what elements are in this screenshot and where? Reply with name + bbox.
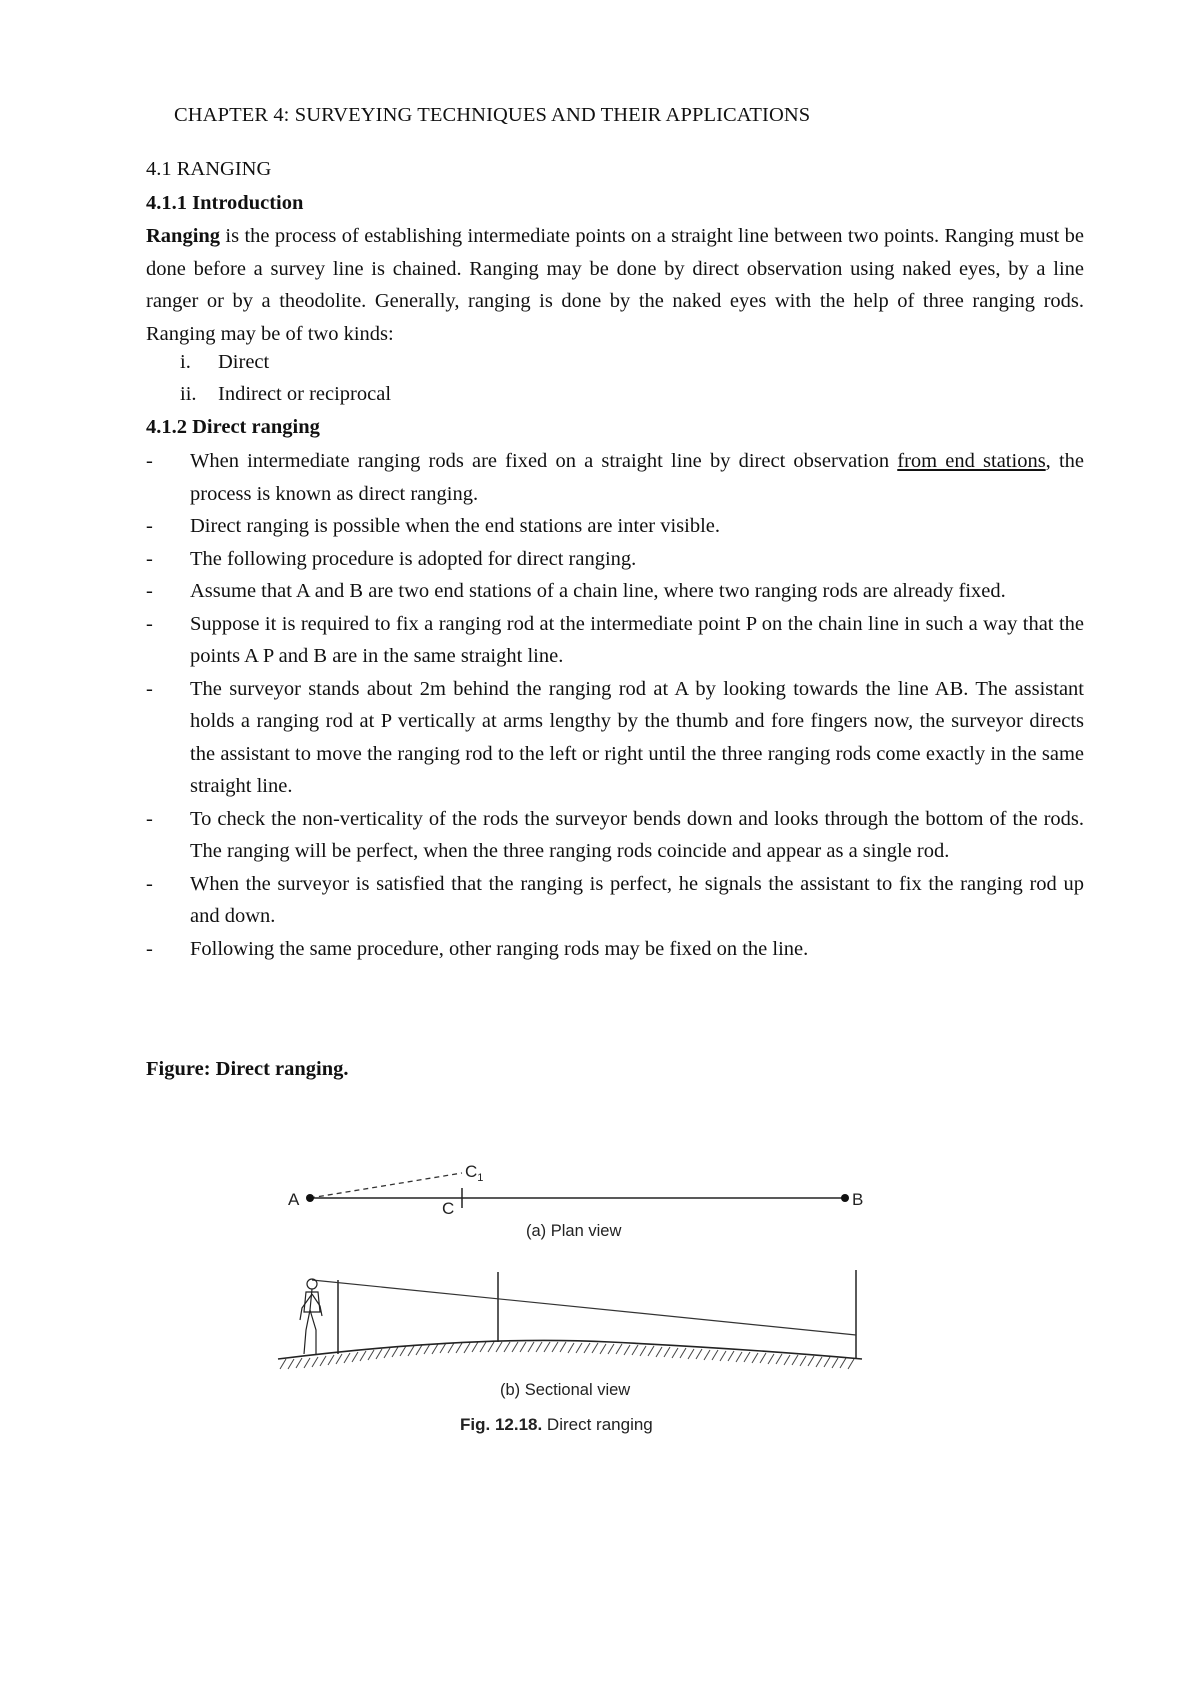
list-item-text: The surveyor stands about 2m behind the ranging rod at A by looking towards the line AB. The assistant holds a ranging rod at P vertically at arms lengthy by the thumb and fore fingers now, the surveyor directs the assistant to move the ranging rod to the left or right until the three ranging rods come exactly in the same straight line. — [190, 677, 1084, 797]
section-heading-ranging: 4.1 RANGING — [146, 158, 272, 180]
dashed-line-ac1 — [310, 1173, 462, 1198]
bullet-dash: - — [146, 807, 153, 830]
list-item — [146, 543, 1084, 576]
list-item — [146, 868, 1084, 933]
ranging-term: Ranging — [146, 225, 221, 247]
list-item — [146, 575, 1084, 608]
direct-ranging-diagram — [270, 1140, 910, 1440]
figure-heading: Figure: Direct ranging. — [146, 1058, 349, 1080]
label-c: C — [442, 1199, 455, 1218]
list-item-text: The following procedure is adopted for direct ranging. — [190, 547, 637, 570]
list-item-text: Following the same procedure, other ranging rods may be fixed on the line. — [190, 937, 809, 960]
list-item-text: Direct ranging is possible when the end stations are inter visible. — [190, 515, 721, 537]
ranging-kind-label: Indirect or reciprocal — [218, 383, 392, 405]
surveyor-figure — [300, 1279, 322, 1354]
ranging-kind-item — [180, 383, 391, 406]
label-c1-base: C — [465, 1162, 478, 1181]
ground-hatching — [280, 1342, 854, 1369]
intro-paragraph — [146, 220, 1084, 350]
list-item-text: , the process is known as direct ranging. — [190, 450, 1085, 505]
bullet-dash: - — [146, 580, 153, 602]
ranging-kind-number: ii. — [180, 383, 197, 405]
intro-text: is the process of establishing intermediate points on a straight line between two points. Ranging must be done before a survey line is chained. Ranging may be done by direct observation using naked eyes, by a line ranger or by a theodolite. Generally, ranging is done by the naked eyes with the help of three ranging rods. Ranging may be of two kinds: — [146, 225, 1084, 345]
list-item — [146, 673, 1084, 803]
list-item-text: Assume that A and B are two end stations of a chain line, where two ranging rods are already fixed. — [190, 580, 1006, 602]
bullet-dash: - — [146, 450, 153, 472]
direct-ranging-list — [146, 445, 1084, 965]
list-item — [146, 803, 1084, 868]
bullet-dash: - — [146, 677, 153, 700]
sectional-view — [278, 1270, 862, 1399]
list-item-text: When the surveyor is satisfied that the ranging is perfect, he signals the assistant to fix the ranging rod up and down. — [190, 872, 1084, 927]
bullet-dash: - — [146, 872, 153, 895]
direct-ranging-figure — [270, 1140, 910, 1440]
label-c1-subscript: 1 — [477, 1172, 484, 1184]
list-item — [146, 445, 1084, 510]
plan-view — [288, 1162, 863, 1240]
section-heading-direct-ranging: 4.1.2 Direct ranging — [146, 416, 320, 438]
bullet-dash: - — [146, 547, 153, 570]
label-b: B — [852, 1190, 864, 1209]
list-item-text: When intermediate ranging rods are fixed on a straight line by direct observation — [190, 450, 898, 472]
figure-caption — [460, 1415, 653, 1434]
figure-title: Direct ranging — [542, 1415, 653, 1434]
station-b-dot — [841, 1194, 849, 1202]
ranging-kind-label: Direct — [218, 351, 270, 373]
bullet-dash: - — [146, 612, 153, 635]
list-item — [146, 608, 1084, 673]
list-item — [146, 510, 1084, 543]
figure-number: Fig. 12.18. — [460, 1415, 543, 1434]
plan-view-label: (a) Plan view — [526, 1222, 622, 1240]
label-c1 — [465, 1162, 483, 1184]
station-a-dot — [306, 1194, 314, 1202]
underlined-text: from end stations — [897, 450, 1046, 472]
section-heading-introduction: 4.1.1 Introduction — [146, 192, 304, 214]
label-a: A — [288, 1190, 300, 1209]
bullet-dash: - — [146, 937, 153, 960]
list-item-text: To check the non-verticality of the rods the surveyor bends down and looks through the bottom of the rods. The ranging will be perfect, when the three ranging rods coincide and appear as a single rod. — [190, 807, 1084, 862]
list-item-text: Suppose it is required to fix a ranging rod at the intermediate point P on the chain line in such a way that the points A P and B are in the same straight line. — [190, 612, 1084, 667]
chapter-title: CHAPTER 4: SURVEYING TECHNIQUES AND THEIR APPLICATIONS — [174, 104, 811, 126]
line-of-sight — [312, 1280, 856, 1335]
list-item — [146, 933, 1084, 966]
sectional-view-label: (b) Sectional view — [500, 1381, 631, 1399]
bullet-dash: - — [146, 515, 153, 537]
ranging-kind-item — [180, 351, 269, 374]
ranging-kind-number: i. — [180, 351, 191, 373]
